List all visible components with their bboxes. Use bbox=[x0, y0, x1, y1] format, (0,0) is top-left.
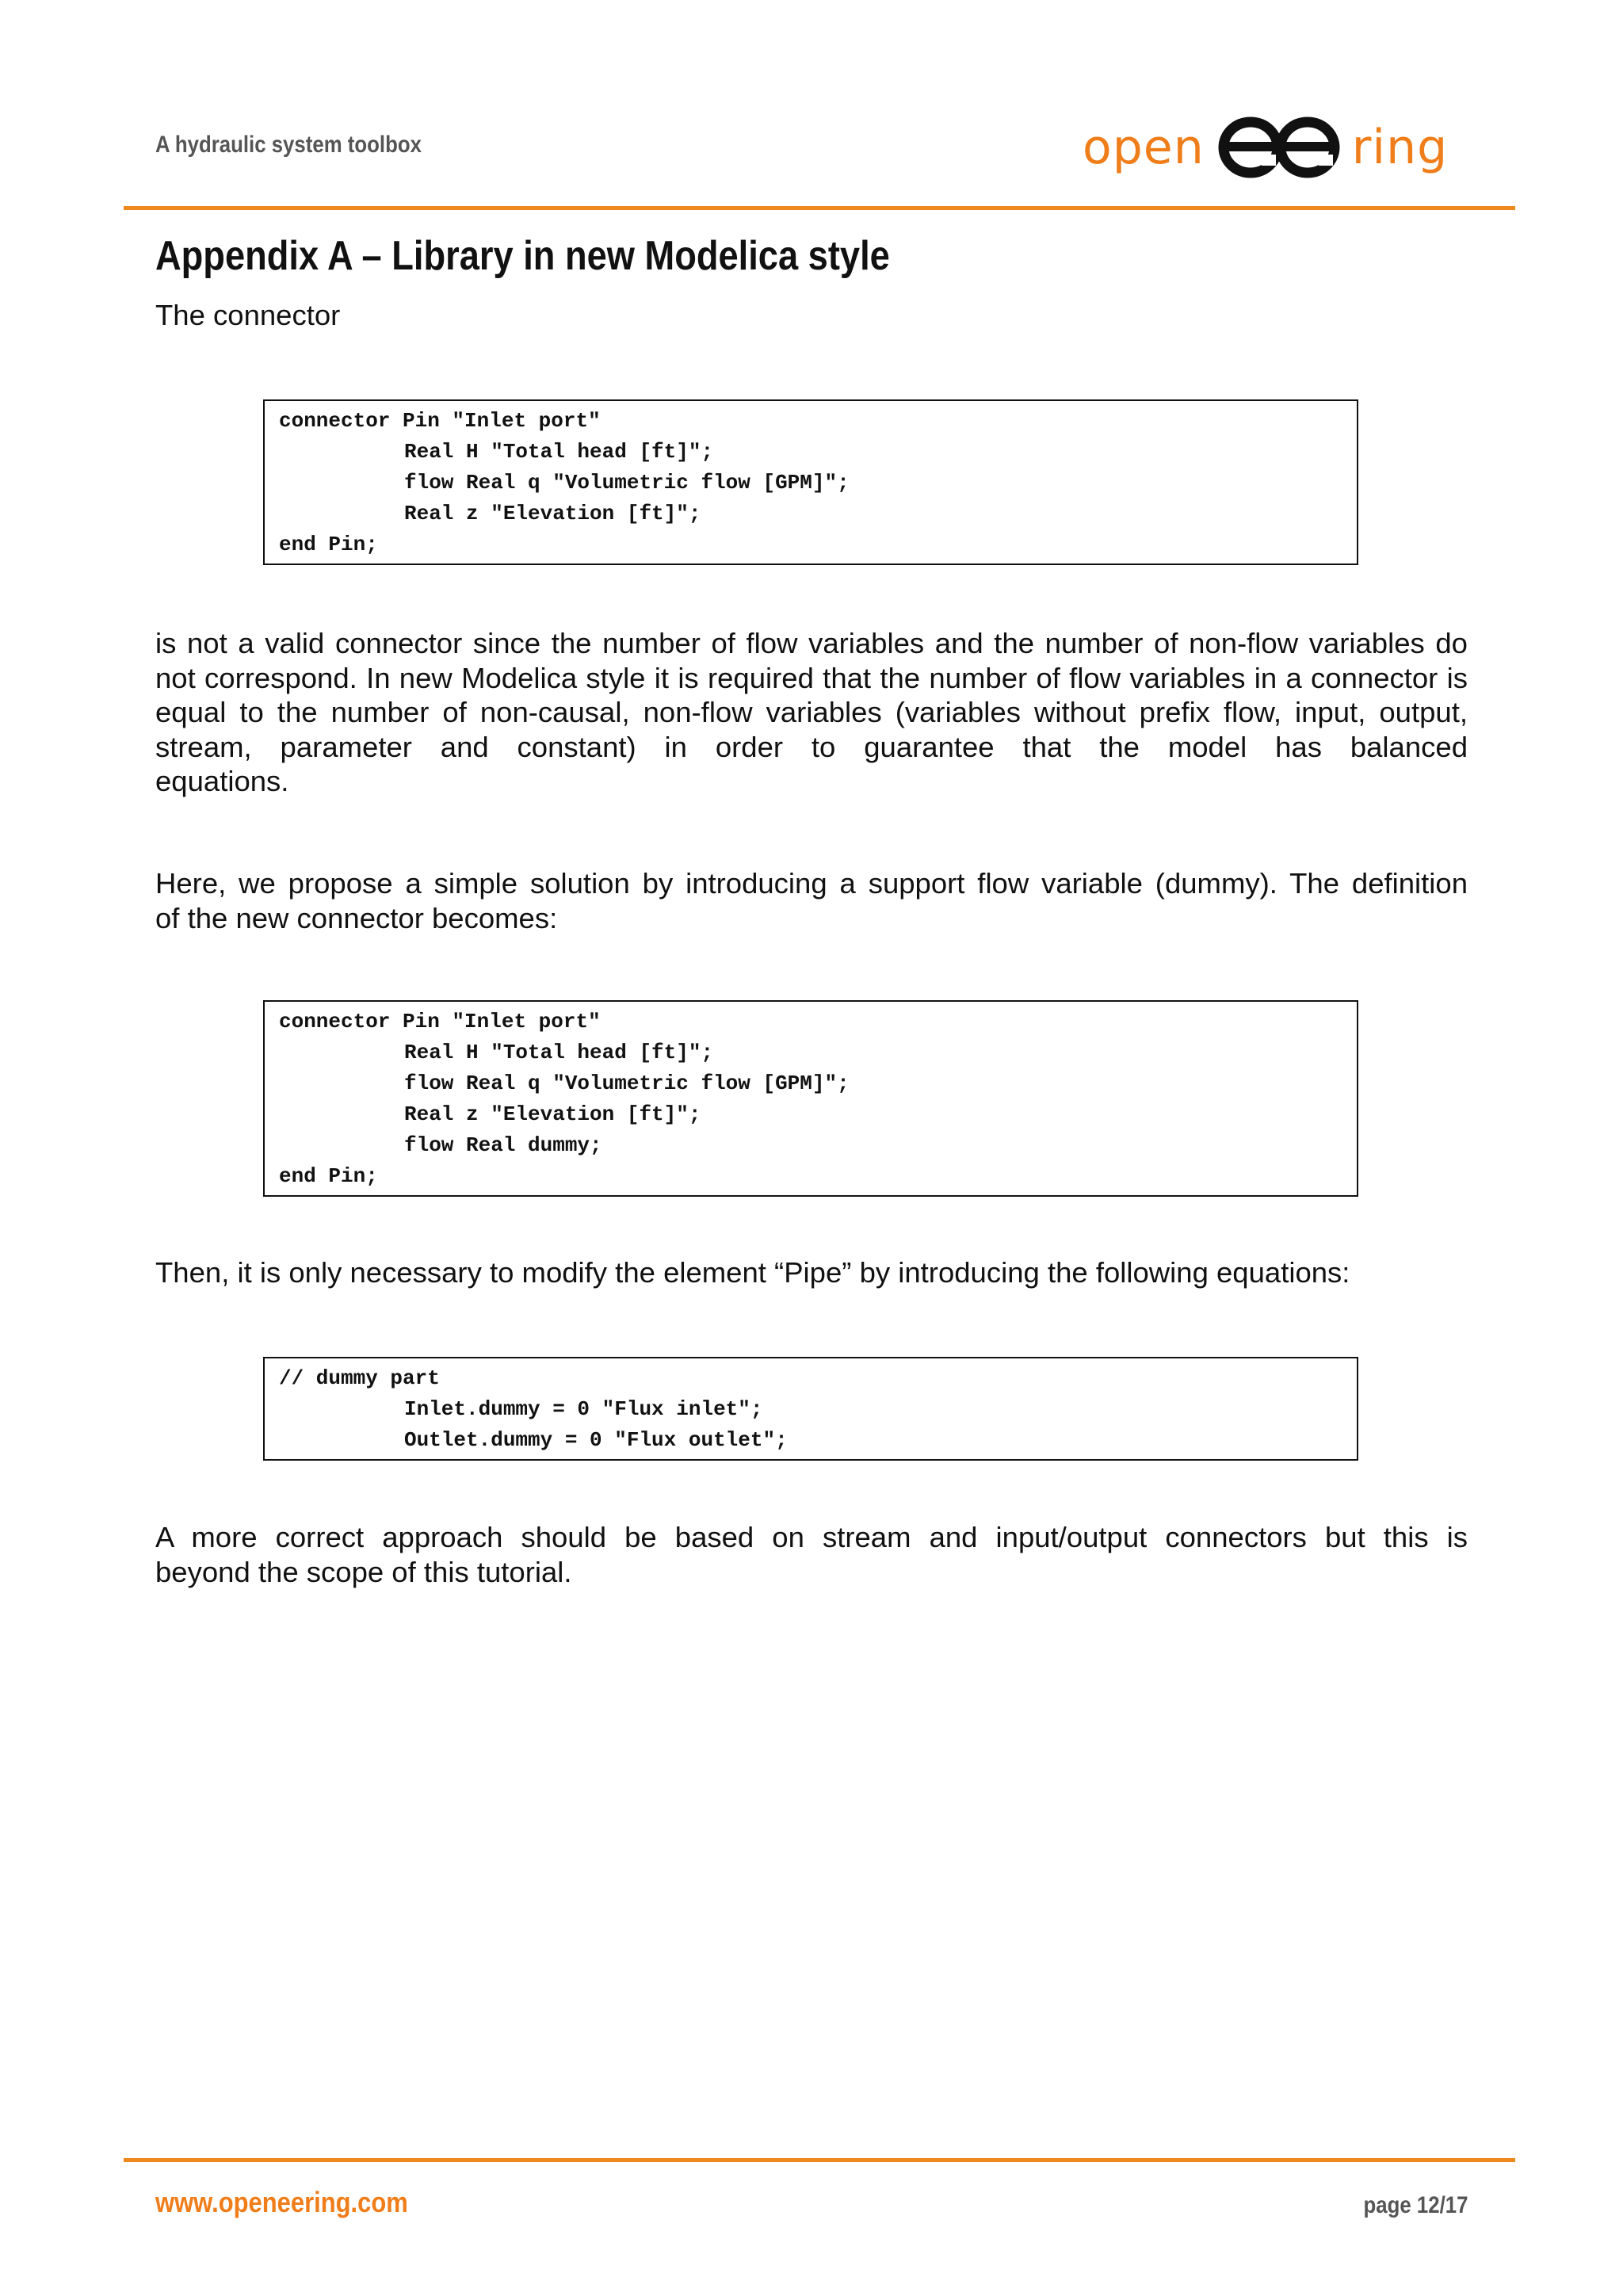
code-line: Real H "Total head [ft]"; bbox=[404, 440, 714, 464]
code-line: // dummy part bbox=[279, 1366, 440, 1390]
paragraph-balance bbox=[155, 626, 1468, 799]
paragraph-text: Here, we propose a simple solution by introducing a support flow variable (dummy). The definition bbox=[155, 867, 1468, 900]
header-divider bbox=[124, 206, 1515, 210]
code-block-dummy-part bbox=[263, 1357, 1358, 1461]
code-line: flow Real q "Volumetric flow [GPM]"; bbox=[404, 471, 850, 495]
code-line: Real z "Elevation [ft]"; bbox=[404, 502, 701, 525]
code-line: end Pin; bbox=[279, 1164, 378, 1188]
paragraph-pipe: Then, it is only necessary to modify the element “Pipe” by introducing the following equations: bbox=[155, 1256, 1350, 1289]
openeering-logo bbox=[1083, 109, 1448, 185]
intro-text: The connector bbox=[155, 299, 341, 331]
document-header-title: A hydraulic system toolbox bbox=[155, 132, 422, 158]
paragraph-text: A more correct approach should be based on stream and input/output connectors but this is bbox=[155, 1521, 1468, 1553]
logo-text-right: ring bbox=[1351, 120, 1449, 175]
footer-page-number: page 12/17 bbox=[1363, 2192, 1468, 2218]
paragraph-proposal bbox=[155, 866, 1468, 935]
paragraph-conclusion bbox=[155, 1520, 1468, 1589]
footer-divider bbox=[124, 2158, 1515, 2162]
code-line: end Pin; bbox=[279, 533, 378, 556]
code-line: connector Pin "Inlet port" bbox=[279, 409, 601, 433]
code-block-new-connector bbox=[263, 1000, 1358, 1197]
logo-mark-icon bbox=[1217, 115, 1341, 180]
code-line: flow Real q "Volumetric flow [GPM]"; bbox=[404, 1072, 850, 1095]
code-line: connector Pin "Inlet port" bbox=[279, 1010, 601, 1033]
paragraph-last-line: of the new connector becomes: bbox=[155, 901, 558, 934]
code-line: Inlet.dummy = 0 "Flux inlet"; bbox=[404, 1397, 763, 1421]
code-block-connector bbox=[263, 399, 1358, 565]
code-line: Real z "Elevation [ft]"; bbox=[404, 1102, 701, 1126]
code-line: flow Real dummy; bbox=[404, 1133, 602, 1157]
logo-text-left: open bbox=[1083, 120, 1205, 175]
paragraph-text: is not a valid connector since the number of flow variables and the number of non-flow variables do not correspond. In new Modelica style it is required that the number of flow variables in a connector is equal to the number of non-causal, non-flow variables (variables without prefix flow, input, output, stream, parameter and constant) in order to guarantee that the model has balanced bbox=[155, 627, 1468, 763]
paragraph-last-line: equations. bbox=[155, 765, 289, 797]
code-line: Outlet.dummy = 0 "Flux outlet"; bbox=[404, 1428, 788, 1452]
footer-website-link[interactable]: www.openeering.com bbox=[155, 2186, 408, 2218]
paragraph-last-line: beyond the scope of this tutorial. bbox=[155, 1555, 572, 1588]
page-title: Appendix A – Library in new Modelica style bbox=[155, 233, 890, 279]
code-line: Real H "Total head [ft]"; bbox=[404, 1041, 714, 1064]
